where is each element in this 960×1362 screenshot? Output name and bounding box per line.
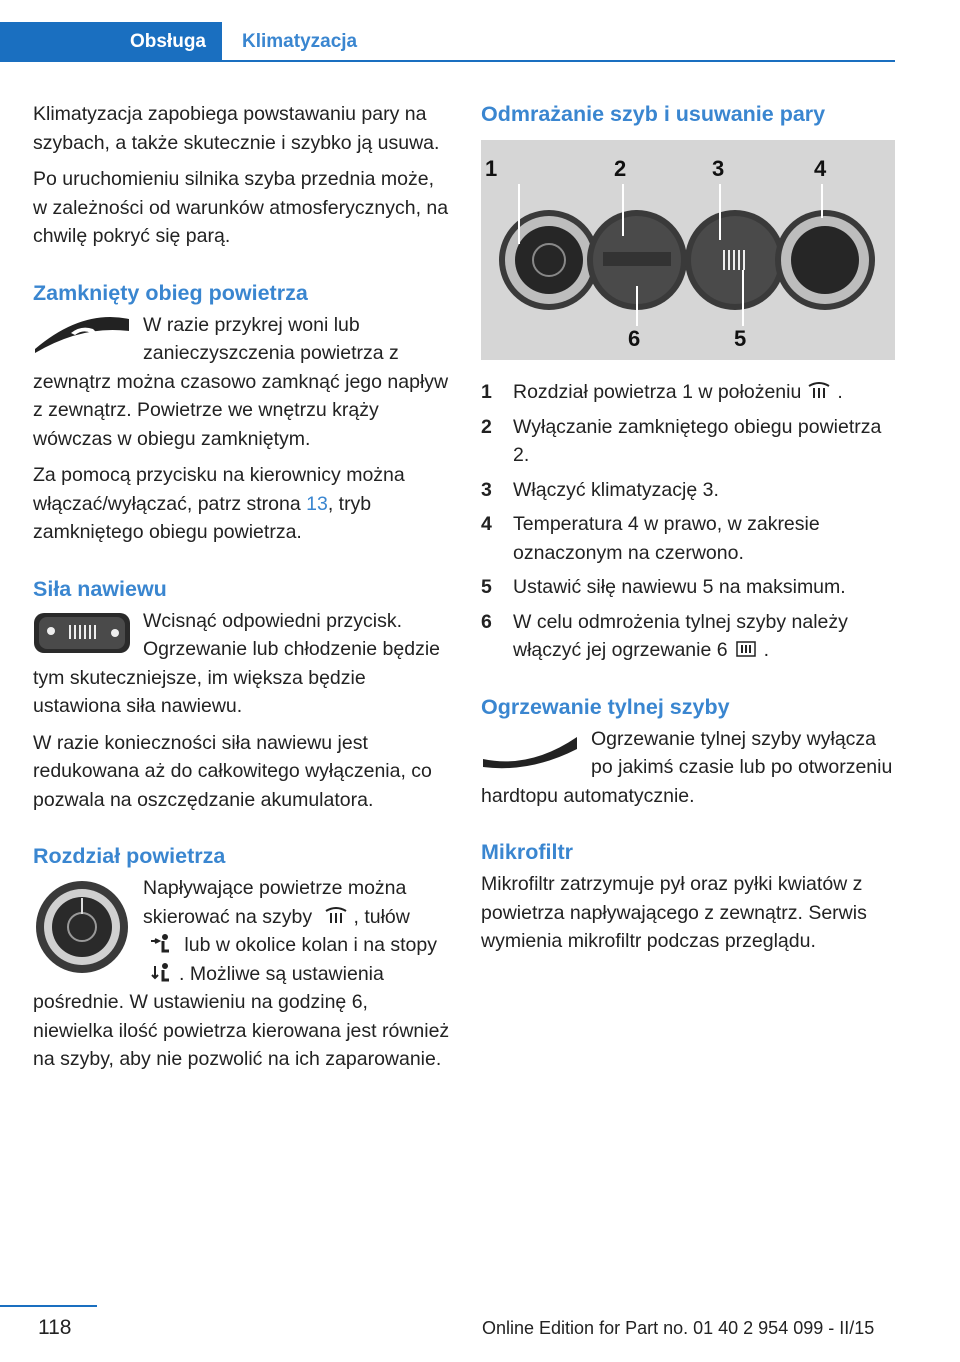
section-title: Zamknięty obieg powietrza: [33, 280, 308, 305]
knob-temperature: [775, 210, 875, 310]
recirculation-button-image: [33, 315, 131, 355]
section-title: Mikrofiltr: [481, 840, 573, 864]
climate-control-panel-image: [481, 140, 895, 360]
tab-label: Klimatyzacja: [242, 31, 358, 52]
text: Za pomocą przycisku na kierownicy można włączać/wyłączać, patrz strona: [33, 464, 405, 515]
steps-list: [481, 378, 896, 665]
intro-paragraph: Klimatyzacja zapobiega powstawaniu pary na szybach, a także skutecznie i szybko ją usuwa.: [33, 103, 440, 154]
step-text: .: [763, 639, 770, 661]
step-number: 4: [481, 513, 492, 535]
step-number: 1: [481, 381, 492, 403]
page-number: 118: [38, 1316, 72, 1339]
header-tabs: [0, 22, 895, 62]
list-item: [481, 413, 896, 470]
step-text: .: [837, 381, 843, 403]
step-text: Włączyć klimatyzację 3.: [513, 478, 719, 501]
text: , tryb zamkniętego obiegu powietrza.: [33, 492, 372, 543]
edition-text: Online Edition for Part no. 01 40 2 954 099 - II/15: [482, 1318, 875, 1338]
text: . Możliwe są ustawienia pośrednie. W ustawieniu na godzinę 6, niewielka ilość powietrza kierowana jest również na szyby, aby nie pozwolić na ich zaparowanie.: [33, 962, 450, 1070]
step-number: 5: [481, 576, 492, 598]
right-column: [481, 100, 896, 964]
section-paragraph: [33, 461, 451, 547]
tab-underline: [222, 60, 895, 62]
callout-label: 1: [485, 156, 498, 181]
section-paragraph: Mikrofiltr zatrzymuje pył oraz pyłki kwiatów z powietrza napływającego z zewnątrz. Serwis wymienia mikrofiltr podczas przeglądu.: [481, 873, 867, 952]
section-title: Rozdział powietrza: [33, 844, 226, 868]
section-paragraph: Ogrzewanie tylnej szyby wyłącza po jakimś czasie lub po otworzeniu hardtopu automatycznie.: [481, 727, 893, 807]
section-title: Odmrażanie szyb i usuwanie pary: [481, 102, 826, 126]
tab-klimatyzacja[interactable]: [222, 22, 382, 62]
intro-paragraph: Po uruchomieniu silnika szyba przednia może, w zależności od warunków atmosferycznych, na chwilę pokryć się parą.: [33, 168, 449, 247]
text: Napływające powietrze można skierować na szyby: [143, 877, 407, 928]
left-column: [33, 100, 451, 1082]
section-title: Siła nawiewu: [33, 576, 167, 601]
page-link[interactable]: 13: [306, 492, 328, 515]
step-text: Rozdział powietrza 1 w położeniu: [513, 381, 802, 403]
knob-fan: [685, 210, 785, 310]
fan-speed-button-image: [33, 611, 131, 655]
section-paragraph: W razie konieczności siła nawiewu jest redukowana aż do całkowitego wyłączenia, co pozwala na oszczędzanie akumulatora.: [33, 731, 432, 811]
tab-label: Obsługa: [129, 31, 206, 52]
rear-window-button-image: [481, 729, 579, 769]
section-paragraph: W razie przykrej woni lub zanieczyszczenia powietrza z zewnątrz można czasowo zamknąć jego napływ z zewnątrz. Powietrze we wnętrzu krąży wówczas w obiegu zamkniętym.: [33, 313, 449, 450]
windshield-icon: [807, 380, 831, 402]
step-text: Ustawić siłę nawiewu 5 na maksimum.: [513, 576, 846, 598]
page-number-rule: [0, 1305, 97, 1307]
section-paragraph: Wcisnąć odpowiedni przycisk. Ogrzewanie lub chłodzenie będzie tym skuteczniejsze, im większa będzie ustawiona siła nawiewu.: [33, 609, 441, 717]
list-item: [481, 573, 896, 602]
tab-obsluga[interactable]: [0, 22, 222, 62]
callout-label: 4: [814, 156, 827, 181]
text: , tułów: [353, 905, 410, 928]
step-number: 2: [481, 415, 492, 438]
callout-label: 3: [712, 156, 725, 181]
upper-body-icon: [149, 933, 173, 955]
windshield-icon: [324, 905, 348, 927]
step-number: 3: [481, 478, 492, 501]
rear-window-heater-icon: [734, 638, 758, 660]
knob-air-distribution: [499, 210, 599, 310]
step-text: Wyłączanie zamkniętego obiegu powietrza 2.: [513, 415, 882, 466]
list-item: [481, 510, 896, 567]
callout-label: 2: [614, 156, 627, 181]
list-item: [481, 608, 896, 665]
air-distribution-knob-image: [33, 878, 131, 976]
step-text: Temperatura 4 w prawo, w zakresie oznaczonym na czerwono.: [513, 513, 820, 564]
step-text: W celu odmrożenia tylnej szyby należy włączyć jej ogrzewanie 6: [513, 610, 848, 661]
callout-label: 6: [628, 326, 641, 351]
list-item: [481, 476, 896, 505]
list-item: [481, 378, 896, 407]
section-title: Ogrzewanie tylnej szyby: [481, 694, 730, 719]
step-number: 6: [481, 610, 492, 633]
text: lub w okolice kolan i na stopy: [184, 934, 437, 956]
callout-label: 5: [734, 326, 747, 351]
footwell-icon: [149, 962, 173, 984]
